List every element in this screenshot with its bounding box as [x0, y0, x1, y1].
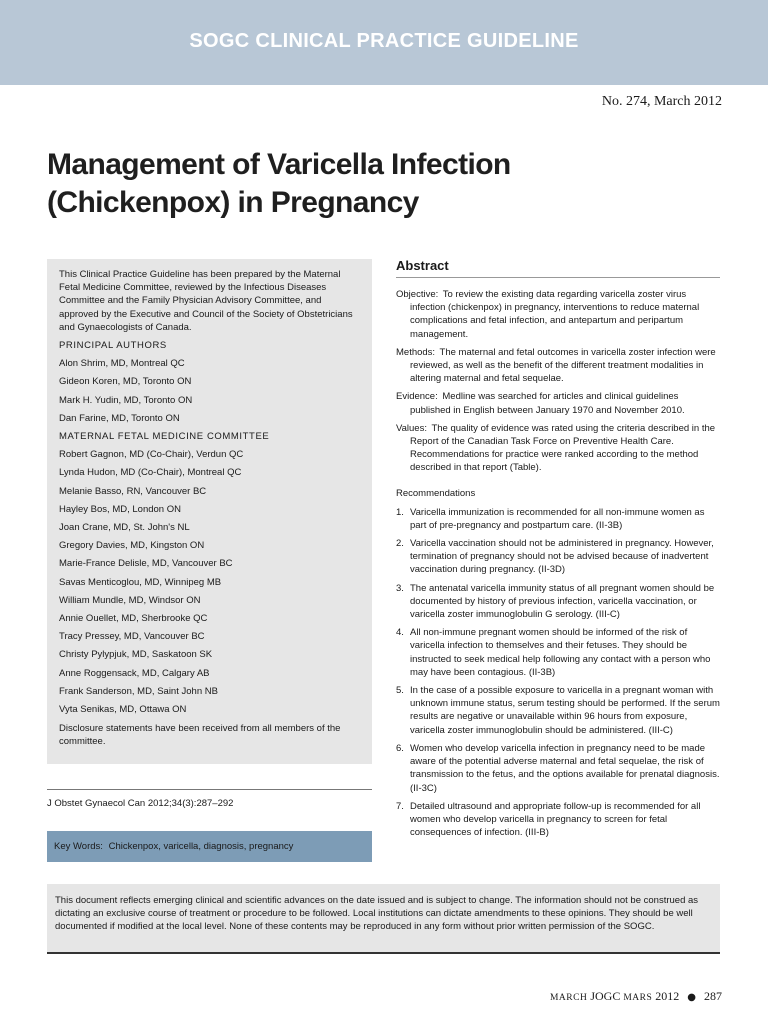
principal-author: Dan Farine, MD, Toronto ON: [59, 412, 180, 424]
committee-member: Christy Pylypjuk, MD, Saskatoon SK: [59, 649, 213, 661]
recommendations-list: [396, 506, 720, 840]
sidebar-intro: This Clinical Practice Guideline has been prepared by the Maternal Fetal Medicine Committee, reviewed by the Infectious Diseases Committee and the Family Physician Advisory Committee, and approved by the Executive and Council of the Society of Obstetricians and Gynaecologists of Canada.: [59, 269, 353, 333]
abstract-paragraph-label: Methods:: [396, 346, 436, 358]
committee-member: Gregory Davies, MD, Kingston ON: [59, 540, 205, 552]
abstract-paragraph: [396, 422, 720, 475]
abstract-paragraph-text: The maternal and fetal outcomes in varicella zoster infection were reviewed, as well as the benefit of the different treatment modalities in altering maternal and fetal sequelae.: [410, 346, 716, 385]
recommendation-number: 1.: [396, 506, 404, 518]
committee-members-list: [59, 446, 360, 719]
recommendation-text: All non-immune pregnant women should be informed of the risk of varicella infection to themselves and their fetuses. They should be instructed to seek medical help following any contact with a person who may have been contagious. (II-3B): [410, 627, 711, 678]
committee-member: Anne Roggensack, MD, Calgary AB: [59, 667, 210, 679]
page-number: 287: [704, 989, 722, 1003]
principal-author: Mark H. Yudin, MD, Toronto ON: [59, 394, 193, 406]
recommendation-number: 6.: [396, 742, 404, 754]
article-title: Management of Varicella Infection (Chickenpox) in Pregnancy: [47, 148, 511, 219]
committee-member: Frank Sanderson, MD, Saint John NB: [59, 685, 218, 697]
footer-journal: JOGC: [590, 989, 621, 1003]
abstract-section: [396, 258, 720, 844]
recommendation-item: [396, 742, 720, 795]
recommendation-item: [396, 800, 720, 840]
recommendation-text: Women who develop varicella infection in pregnancy need to be made aware of the potential adverse maternal and fetal sequelae, the risk of transmission to the fetus, and the options available for prenatal diagnosis. (II-3C): [410, 742, 720, 794]
footer-month-fr: MARS: [623, 993, 653, 1003]
committee-member: Vyta Senikas, MD, Ottawa ON: [59, 704, 187, 716]
journal-citation: J Obstet Gynaecol Can 2012;34(3):287–292: [47, 789, 372, 819]
recommendation-number: 2.: [396, 538, 404, 550]
abstract-heading: Abstract: [396, 258, 720, 278]
committee-member: William Mundle, MD, Windsor ON: [59, 594, 201, 606]
committee-heading: MATERNAL FETAL MEDICINE COMMITTEE: [59, 431, 270, 443]
abstract-paragraph-label: Objective:: [396, 289, 439, 300]
issue-number: No. 274, March 2012: [601, 94, 722, 109]
recommendation-item: [396, 537, 720, 577]
abstract-paragraph-text: To review the existing data regarding varicella zoster virus infection (chickenpox) in pregnancy, interventions to reduce maternal complications and fetal infection, and antepartum and peripartum management.: [410, 289, 700, 340]
banner-title: SOGC CLINICAL PRACTICE GUIDELINE: [189, 30, 579, 52]
principal-author: Alon Shrim, MD, Montreal QC: [59, 358, 185, 370]
recommendation-text: Varicella immunization is recommended for all non-immune women as part of pre-pregnancy and postpartum care. (II-3B): [410, 506, 705, 531]
abstract-paragraph: [396, 288, 720, 341]
recommendation-text: Varicella vaccination should not be administered in pregnancy. However, termination of pregnancy should not be advised because of inadvertent vaccination during pregnancy. (II-3D): [410, 538, 714, 576]
principal-authors-heading: PRINCIPAL AUTHORS: [59, 340, 167, 352]
committee-member: Hayley Bos, MD, London ON: [59, 503, 181, 515]
abstract-paragraph-text: Medline was searched for articles and clinical guidelines published in English between January 1970 and November 2010.: [410, 391, 685, 416]
committee-member: Savas Menticoglou, MD, Winnipeg MB: [59, 576, 222, 588]
keywords-value: Chickenpox, varicella, diagnosis, pregnancy: [108, 841, 294, 852]
keywords-label: Key Words:: [54, 841, 103, 852]
disclosure-statement: Disclosure statements have been received from all members of the committee.: [59, 723, 341, 748]
footer-bullet: ●: [687, 992, 696, 1003]
committee-member: Marie-France Delisle, MD, Vancouver BC: [59, 558, 233, 570]
committee-member: Tracy Pressey, MD, Vancouver BC: [59, 631, 205, 643]
authors-sidebar: [47, 259, 372, 764]
abstract-paragraphs: [396, 288, 720, 475]
recommendations-heading: Recommendations: [396, 487, 476, 499]
principal-authors-list: [59, 355, 360, 428]
recommendation-number: 4.: [396, 627, 404, 639]
footer-year: 2012: [655, 989, 680, 1003]
abstract-paragraph: [396, 390, 720, 416]
recommendation-text: In the case of a possible exposure to varicella in a pregnant woman with unknown immune status, serum testing should be performed. If the serum results are negative or unavailable within 96 hours from exposure, varicella zoster immunoglobulin should be administered. (III-C): [410, 685, 720, 736]
footer-month-en: MARCH: [549, 993, 588, 1003]
recommendation-item: [396, 506, 720, 532]
committee-member: Annie Ouellet, MD, Sherbrooke QC: [59, 613, 208, 625]
disclaimer-box: This document reflects emerging clinical and scientific advances on the date issued and is subject to change. The information should not be construed as dictating an exclusive course of treatment or procedure to be followed. Local institutions can dictate amendments to these opinions. They should be well documented if modified at the local level. None of these contents may be reproduced in any form without prior written permission of the SOGC.: [47, 884, 720, 954]
header-banner: [0, 0, 768, 85]
committee-member: Joan Crane, MD, St. John's NL: [59, 522, 190, 534]
committee-member: Robert Gagnon, MD (Co-Chair), Verdun QC: [59, 449, 244, 461]
keywords-box: [47, 831, 372, 862]
recommendation-item: [396, 626, 720, 679]
page-footer: [550, 989, 722, 1004]
abstract-paragraph-label: Values:: [396, 422, 427, 434]
principal-author: Gideon Koren, MD, Toronto ON: [59, 376, 192, 388]
recommendation-text: The antenatal varicella immunity status of all pregnant women should be documented by history of previous infection, varicella vaccination, or varicella zoster immunoglobulin G serology. (III-C): [410, 582, 715, 621]
committee-member: Melanie Basso, RN, Vancouver BC: [59, 485, 207, 497]
abstract-paragraph-text: The quality of evidence was rated using the criteria described in the Report of the Canadian Task Force on Preventive Health Care. Recommendations for practice were ranked according to the method described in that report (Table).: [410, 422, 716, 474]
recommendation-item: [396, 684, 720, 737]
abstract-paragraph: [396, 346, 720, 386]
committee-member: Lynda Hudon, MD (Co-Chair), Montreal QC: [59, 467, 242, 479]
recommendation-number: 3.: [396, 582, 404, 594]
recommendation-number: 7.: [396, 800, 404, 812]
recommendation-item: [396, 582, 720, 622]
abstract-paragraph-label: Evidence:: [396, 391, 438, 403]
recommendation-text: Detailed ultrasound and appropriate follow-up is recommended for all women who develop varicella in pregnancy to screen for fetal consequences of infection. (III-B): [410, 800, 701, 839]
recommendation-number: 5.: [396, 685, 404, 697]
